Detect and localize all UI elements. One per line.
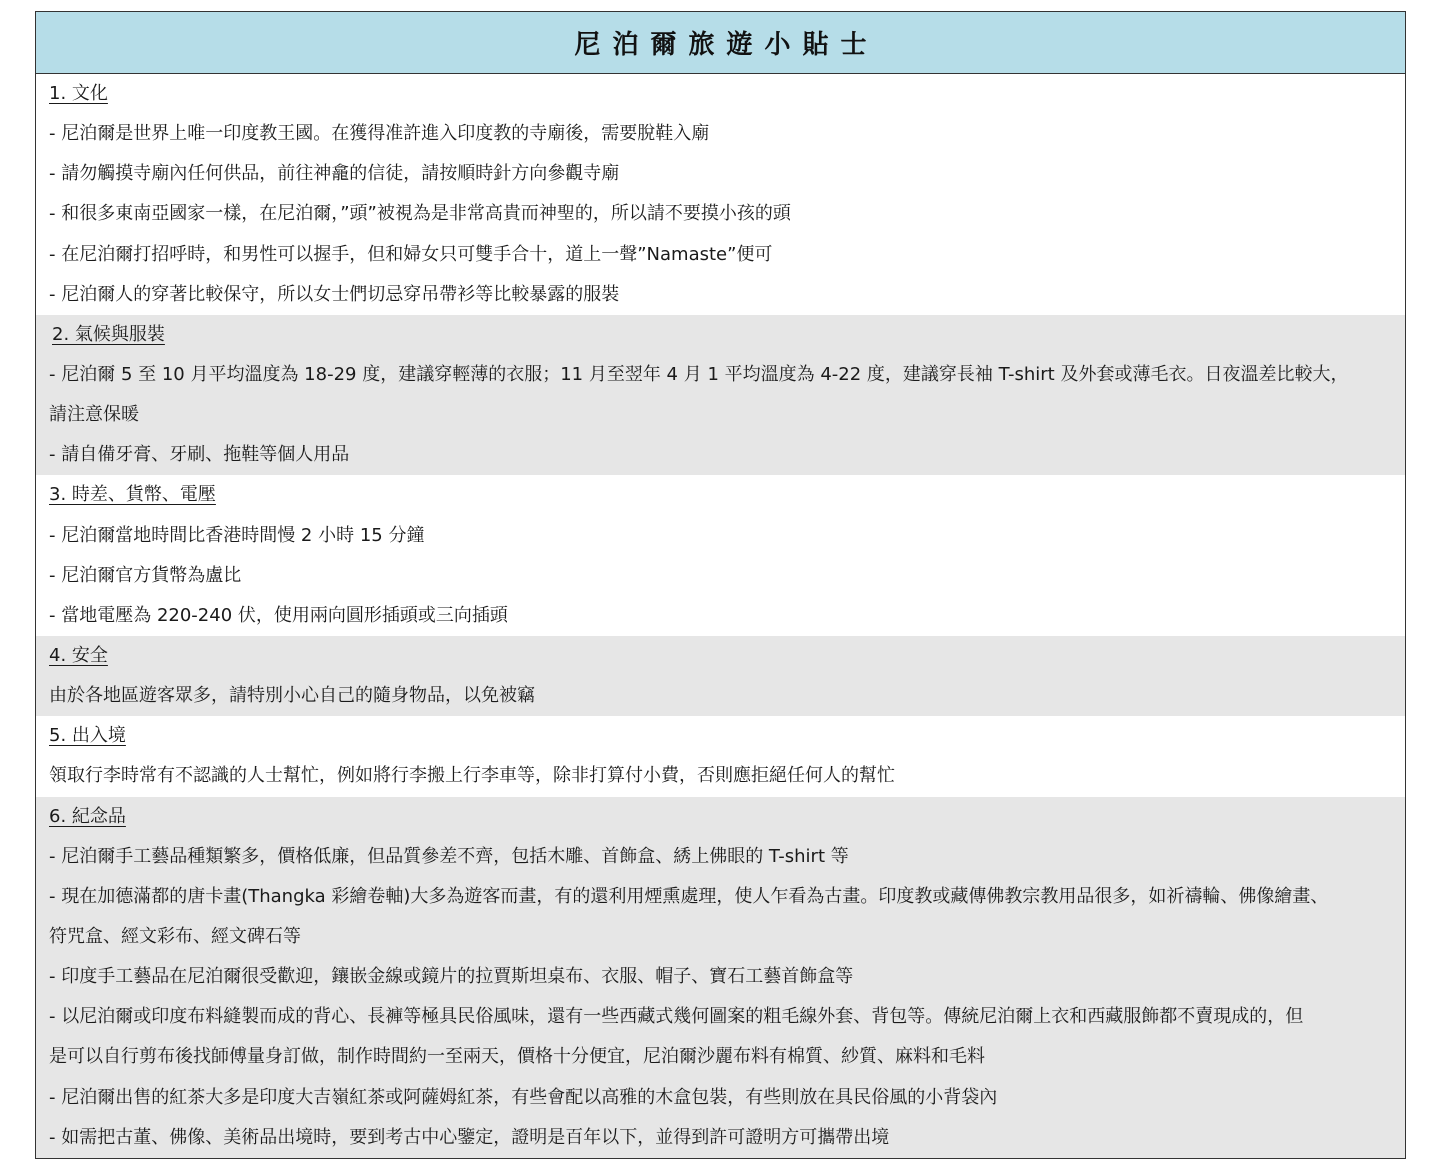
tip-line: - 和很多東南亞國家一樣，在尼泊爾，”頭”被視為是非常高貴而神聖的，所以請不要摸小孩的頭 bbox=[49, 203, 791, 225]
tip-line: 請注意保暖 bbox=[49, 404, 139, 426]
section-souvenirs bbox=[36, 797, 1405, 1158]
tip-line: - 當地電壓為 220-240 伏，使用兩向圓形插頭或三向插頭 bbox=[49, 604, 508, 626]
tip-line: - 請勿觸摸寺廟內任何供品，前往神龕的信徒，請按順時針方向參觀寺廟 bbox=[49, 163, 620, 185]
section-heading: 2. 氣候與服裝 bbox=[52, 323, 165, 345]
section-immigration bbox=[36, 716, 1405, 796]
tip-line: 由於各地區遊客眾多，請特別小心自己的隨身物品，以免被竊 bbox=[49, 685, 535, 707]
section-safety bbox=[36, 636, 1405, 716]
tip-line: - 尼泊爾出售的紅茶大多是印度大吉嶺紅茶或阿薩姆紅茶，有些會配以高雅的木盒包裝，有些則放在具民俗風的小背袋內 bbox=[49, 1086, 998, 1108]
section-heading: 3. 時差、貨幣、電壓 bbox=[49, 484, 216, 506]
tip-line: - 現在加德滿都的唐卡畫(Thangka 彩繪卷軸)大多為遊客而畫，有的還利用煙熏處理，使人乍看為古畫。印度教或藏傳佛教宗教用品很多，如祈禱輪、佛像繪畫、 bbox=[49, 885, 1329, 907]
section-heading: 5. 出入境 bbox=[49, 725, 126, 747]
tip-line: - 尼泊爾當地時間比香港時間慢 2 小時 15 分鐘 bbox=[49, 524, 425, 546]
page-title: 尼泊爾旅遊小貼士 bbox=[574, 30, 879, 60]
section-heading: 6. 紀念品 bbox=[49, 805, 126, 827]
tip-line: 領取行李時常有不認識的人士幫忙，例如將行李搬上行李車等，除非打算付小費，否則應拒絕任何人的幫忙 bbox=[49, 765, 895, 787]
section-culture bbox=[36, 74, 1405, 315]
section-climate-clothing bbox=[36, 315, 1405, 476]
tip-line: - 印度手工藝品在尼泊爾很受歡迎，鑲嵌金線或鏡片的拉賈斯坦桌布、衣服、帽子、寶石工藝首飾盒等 bbox=[49, 966, 854, 988]
tip-line: - 尼泊爾人的穿著比較保守，所以女士們切忌穿吊帶衫等比較暴露的服裝 bbox=[49, 283, 620, 305]
tip-line: - 尼泊爾 5 至 10 月平均溫度為 18-29 度，建議穿輕薄的衣服；11 月至翌年 4 月 1 平均溫度為 4-22 度，建議穿長袖 T-shirt 及外套或薄毛衣。日夜溫差比較大， bbox=[49, 363, 1349, 385]
section-heading: 1. 文化 bbox=[49, 83, 108, 104]
tip-line: - 尼泊爾是世界上唯一印度教王國。在獲得准許進入印度教的寺廟後，需要脫鞋入廟 bbox=[49, 123, 710, 145]
tip-line: - 如需把古董、佛像、美術品出境時，要到考古中心鑒定，證明是百年以下，並得到許可證明方可攜帶出境 bbox=[49, 1126, 890, 1148]
tip-line: 是可以自行剪布後找師傅量身訂做，制作時間約一至兩天，價格十分便宜，尼泊爾沙麗布料有棉質、紗質、麻料和毛料 bbox=[49, 1046, 985, 1068]
section-time-currency-voltage bbox=[36, 475, 1405, 636]
travel-tips-document bbox=[35, 11, 1406, 1159]
tip-line: - 尼泊爾官方貨幣為盧比 bbox=[49, 564, 242, 586]
tip-line: - 尼泊爾手工藝品種類繁多，價格低廉，但品質參差不齊，包括木雕、首飾盒、綉上佛眼的 T-shirt 等 bbox=[49, 845, 849, 867]
tip-line: 符咒盒、經文彩布、經文碑石等 bbox=[49, 925, 301, 947]
section-heading: 4. 安全 bbox=[49, 644, 108, 666]
tip-line: - 在尼泊爾打招呼時，和男性可以握手，但和婦女只可雙手合十，道上一聲”Namaste”便可 bbox=[49, 243, 773, 265]
tip-line: - 以尼泊爾或印度布料縫製而成的背心、長褲等極具民俗風味，還有一些西藏式幾何圖案的粗毛線外套、背包等。傳統尼泊爾上衣和西藏服飾都不賣現成的，但 bbox=[49, 1006, 1304, 1028]
tip-line: - 請自備牙膏、牙刷、拖鞋等個人用品 bbox=[49, 444, 350, 466]
title-bar bbox=[36, 12, 1405, 74]
